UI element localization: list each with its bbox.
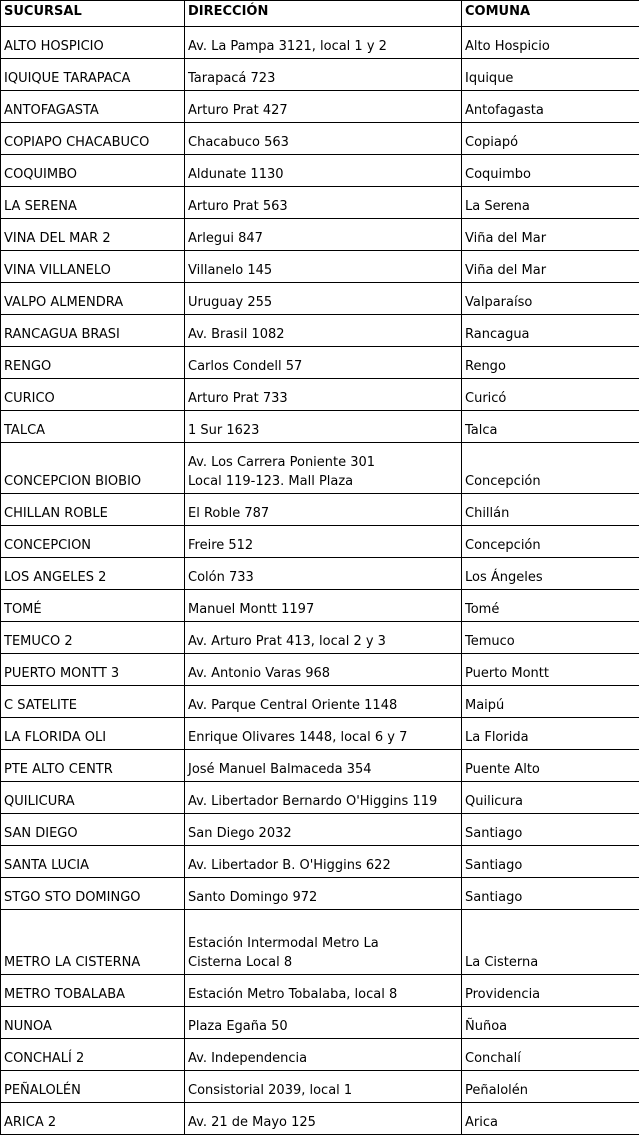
table-row <box>1 590 639 622</box>
direccion-line: Uruguay 255 <box>188 293 461 312</box>
cell-sucursal: CURICO <box>1 379 185 411</box>
cell-sucursal: COQUIMBO <box>1 155 185 187</box>
cell-comuna: Viña del Mar <box>462 219 639 251</box>
table-row <box>1 558 639 590</box>
table-body <box>1 27 639 1135</box>
cell-direccion <box>185 750 462 782</box>
cell-direccion <box>185 686 462 718</box>
cell-direccion <box>185 910 462 975</box>
cell-comuna: Santiago <box>462 814 639 846</box>
direccion-line: El Roble 787 <box>188 504 461 523</box>
cell-comuna: Talca <box>462 411 639 443</box>
cell-comuna: Chillán <box>462 494 639 526</box>
direccion-line: Enrique Olivares 1448, local 6 y 7 <box>188 728 461 747</box>
cell-direccion <box>185 251 462 283</box>
direccion-line: Av. Los Carrera Poniente 301 <box>188 453 461 472</box>
cell-comuna: La Cisterna <box>462 910 639 975</box>
column-header-direccion: DIRECCIÓN <box>185 1 462 27</box>
cell-comuna: Maipú <box>462 686 639 718</box>
table-row <box>1 910 639 975</box>
table-row <box>1 1007 639 1039</box>
cell-direccion <box>185 315 462 347</box>
cell-sucursal: NUNOA <box>1 1007 185 1039</box>
direccion-line: Av. Libertador B. O'Higgins 622 <box>188 856 461 875</box>
cell-comuna: Rengo <box>462 347 639 379</box>
cell-direccion <box>185 814 462 846</box>
cell-direccion <box>185 878 462 910</box>
cell-sucursal: CONCHALÍ 2 <box>1 1039 185 1071</box>
cell-sucursal: VINA DEL MAR 2 <box>1 219 185 251</box>
cell-sucursal: ANTOFAGASTA <box>1 91 185 123</box>
direccion-line: Carlos Condell 57 <box>188 357 461 376</box>
direccion-line: 1 Sur 1623 <box>188 421 461 440</box>
direccion-line: Av. Antonio Varas 968 <box>188 664 461 683</box>
cell-comuna: Valparaíso <box>462 283 639 315</box>
table-row <box>1 1039 639 1071</box>
direccion-line: Consistorial 2039, local 1 <box>188 1081 461 1100</box>
direccion-line: Chacabuco 563 <box>188 133 461 152</box>
cell-sucursal: CHILLAN ROBLE <box>1 494 185 526</box>
direccion-line: Freire 512 <box>188 536 461 555</box>
cell-sucursal: ALTO HOSPICIO <box>1 27 185 59</box>
direccion-line: Arturo Prat 733 <box>188 389 461 408</box>
cell-sucursal: RANCAGUA BRASI <box>1 315 185 347</box>
table-row <box>1 379 639 411</box>
cell-sucursal: QUILICURA <box>1 782 185 814</box>
direccion-line: San Diego 2032 <box>188 824 461 843</box>
cell-direccion <box>185 219 462 251</box>
direccion-line: Av. Parque Central Oriente 1148 <box>188 696 461 715</box>
cell-direccion <box>185 654 462 686</box>
cell-sucursal: TOMÉ <box>1 590 185 622</box>
table-row <box>1 686 639 718</box>
cell-sucursal: COPIAPO CHACABUCO <box>1 123 185 155</box>
table-row <box>1 59 639 91</box>
direccion-line: Arlegui 847 <box>188 229 461 248</box>
cell-sucursal: LA FLORIDA OLI <box>1 718 185 750</box>
cell-direccion <box>185 27 462 59</box>
cell-sucursal: CONCEPCION <box>1 526 185 558</box>
direccion-line: Av. Independencia <box>188 1049 461 1068</box>
direccion-line: Av. La Pampa 3121, local 1 y 2 <box>188 37 461 56</box>
cell-direccion <box>185 782 462 814</box>
cell-sucursal: VINA VILLANELO <box>1 251 185 283</box>
table-row <box>1 878 639 910</box>
table-row <box>1 347 639 379</box>
table-row <box>1 814 639 846</box>
direccion-line: Av. Arturo Prat 413, local 2 y 3 <box>188 632 461 651</box>
cell-direccion <box>185 718 462 750</box>
cell-comuna: Santiago <box>462 846 639 878</box>
cell-comuna: La Florida <box>462 718 639 750</box>
table-row <box>1 975 639 1007</box>
cell-sucursal: RENGO <box>1 347 185 379</box>
direccion-line: Arturo Prat 563 <box>188 197 461 216</box>
direccion-line: Colón 733 <box>188 568 461 587</box>
cell-sucursal: ARICA 2 <box>1 1103 185 1135</box>
cell-sucursal: LOS ANGELES 2 <box>1 558 185 590</box>
table-row <box>1 91 639 123</box>
cell-direccion <box>185 283 462 315</box>
table-row <box>1 782 639 814</box>
cell-direccion <box>185 411 462 443</box>
table-row <box>1 443 639 494</box>
direccion-line: Aldunate 1130 <box>188 165 461 184</box>
cell-direccion <box>185 846 462 878</box>
cell-comuna: Curicó <box>462 379 639 411</box>
cell-comuna: Quilicura <box>462 782 639 814</box>
cell-comuna: Coquimbo <box>462 155 639 187</box>
cell-sucursal: SAN DIEGO <box>1 814 185 846</box>
cell-sucursal: METRO LA CISTERNA <box>1 910 185 975</box>
table-row <box>1 315 639 347</box>
cell-direccion <box>185 155 462 187</box>
cell-direccion <box>185 590 462 622</box>
direccion-line: Estación Metro Tobalaba, local 8 <box>188 985 461 1004</box>
cell-comuna: Copiapó <box>462 123 639 155</box>
cell-sucursal: METRO TOBALABA <box>1 975 185 1007</box>
cell-sucursal: PTE ALTO CENTR <box>1 750 185 782</box>
cell-sucursal: IQUIQUE TARAPACA <box>1 59 185 91</box>
cell-sucursal: STGO STO DOMINGO <box>1 878 185 910</box>
cell-direccion <box>185 187 462 219</box>
table-row <box>1 750 639 782</box>
cell-direccion <box>185 59 462 91</box>
cell-comuna: Peñalolén <box>462 1071 639 1103</box>
table-row <box>1 526 639 558</box>
column-header-comuna: COMUNA <box>462 1 639 27</box>
cell-comuna: Rancagua <box>462 315 639 347</box>
table-row <box>1 718 639 750</box>
cell-comuna: Alto Hospicio <box>462 27 639 59</box>
table-row <box>1 283 639 315</box>
direccion-line: Av. Brasil 1082 <box>188 325 461 344</box>
cell-direccion <box>185 622 462 654</box>
cell-comuna: Santiago <box>462 878 639 910</box>
cell-direccion <box>185 1071 462 1103</box>
direccion-line: Tarapacá 723 <box>188 69 461 88</box>
direccion-line: Av. 21 de Mayo 125 <box>188 1113 461 1132</box>
cell-sucursal: CONCEPCION BIOBIO <box>1 443 185 494</box>
cell-sucursal: PEÑALOLÉN <box>1 1071 185 1103</box>
cell-comuna: Ñuñoa <box>462 1007 639 1039</box>
cell-comuna: Puerto Montt <box>462 654 639 686</box>
direccion-line: Av. Libertador Bernardo O'Higgins 119 <box>188 792 461 811</box>
cell-direccion <box>185 1007 462 1039</box>
cell-sucursal: TALCA <box>1 411 185 443</box>
cell-comuna: Antofagasta <box>462 91 639 123</box>
cell-direccion <box>185 91 462 123</box>
cell-direccion <box>185 347 462 379</box>
cell-comuna: Concepción <box>462 443 639 494</box>
cell-direccion <box>185 379 462 411</box>
table-row <box>1 27 639 59</box>
table-row <box>1 219 639 251</box>
cell-sucursal: PUERTO MONTT 3 <box>1 654 185 686</box>
cell-sucursal: C SATELITE <box>1 686 185 718</box>
direccion-line: José Manuel Balmaceda 354 <box>188 760 461 779</box>
table-row <box>1 622 639 654</box>
cell-sucursal: VALPO ALMENDRA <box>1 283 185 315</box>
direccion-line: Santo Domingo 972 <box>188 888 461 907</box>
direccion-line: Estación Intermodal Metro La <box>188 934 461 953</box>
direccion-line: Arturo Prat 427 <box>188 101 461 120</box>
cell-comuna: Temuco <box>462 622 639 654</box>
cell-sucursal: SANTA LUCIA <box>1 846 185 878</box>
cell-direccion <box>185 975 462 1007</box>
cell-comuna: Concepción <box>462 526 639 558</box>
column-header-sucursal: SUCURSAL <box>1 1 185 27</box>
direccion-line: Villanelo 145 <box>188 261 461 280</box>
direccion-line: Local 119-123. Mall Plaza <box>188 472 461 491</box>
table-row <box>1 123 639 155</box>
cell-comuna: Conchalí <box>462 1039 639 1071</box>
cell-direccion <box>185 1103 462 1135</box>
direccion-line: Cisterna Local 8 <box>188 953 461 972</box>
cell-sucursal: TEMUCO 2 <box>1 622 185 654</box>
cell-comuna: La Serena <box>462 187 639 219</box>
table-row <box>1 1071 639 1103</box>
cell-sucursal: LA SERENA <box>1 187 185 219</box>
cell-direccion <box>185 494 462 526</box>
cell-comuna: Viña del Mar <box>462 251 639 283</box>
cell-direccion <box>185 526 462 558</box>
cell-direccion <box>185 123 462 155</box>
cell-comuna: Providencia <box>462 975 639 1007</box>
cell-direccion <box>185 1039 462 1071</box>
table-row <box>1 187 639 219</box>
cell-comuna: Arica <box>462 1103 639 1135</box>
cell-comuna: Puente Alto <box>462 750 639 782</box>
cell-direccion <box>185 558 462 590</box>
table-row <box>1 155 639 187</box>
table-row <box>1 251 639 283</box>
direccion-line: Manuel Montt 1197 <box>188 600 461 619</box>
cell-comuna: Los Ángeles <box>462 558 639 590</box>
cell-comuna: Tomé <box>462 590 639 622</box>
cell-direccion <box>185 443 462 494</box>
table-row <box>1 1103 639 1135</box>
table-row <box>1 494 639 526</box>
table-row <box>1 846 639 878</box>
table-row <box>1 654 639 686</box>
header-row <box>1 1 639 27</box>
direccion-line: Plaza Egaña 50 <box>188 1017 461 1036</box>
table-row <box>1 411 639 443</box>
cell-comuna: Iquique <box>462 59 639 91</box>
